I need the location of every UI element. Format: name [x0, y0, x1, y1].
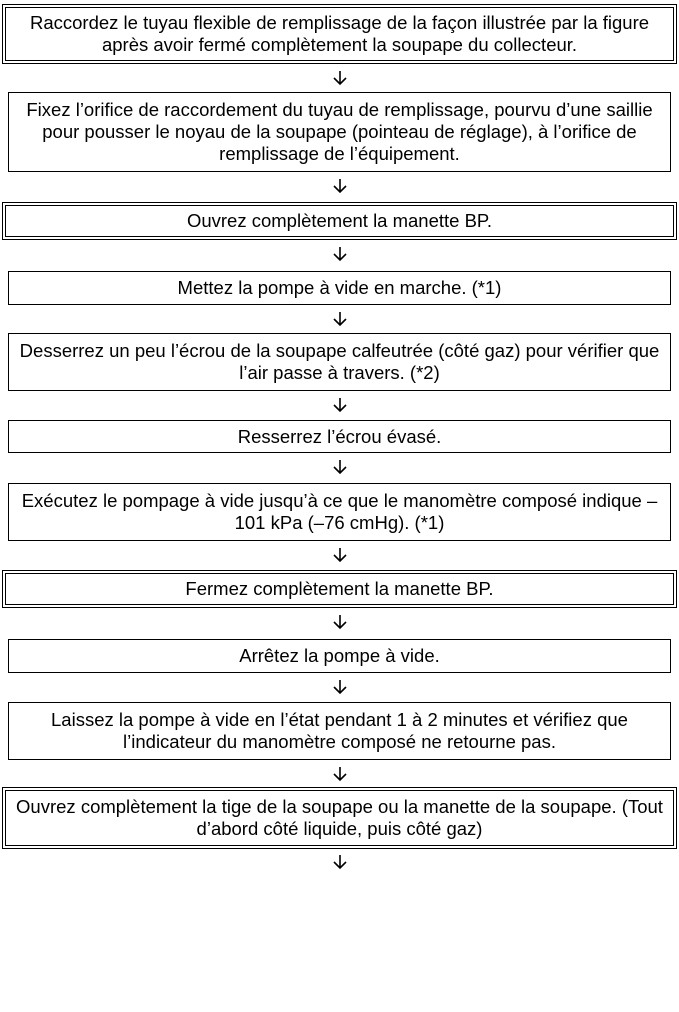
- flow-step-4-text: Mettez la pompe à vide en marche. (*1): [177, 277, 502, 298]
- down-arrow-icon: [0, 763, 679, 785]
- flow-step-2-text: Fixez l’orifice de raccordement du tuyau de remplissage, pourvu d’une saillie pour pousser le noyau de la soupape (pointeau de réglage), à l’orifice de remplissage de l’équipement.: [26, 99, 653, 164]
- flow-step-8-text: Fermez complètement la manette BP.: [185, 578, 494, 599]
- down-arrow-icon: [0, 67, 679, 89]
- down-arrow-icon: [0, 243, 679, 265]
- down-arrow-icon: [0, 611, 679, 633]
- flow-step-5: [8, 333, 671, 391]
- down-arrow-icon: [0, 308, 679, 330]
- down-arrow-icon: [0, 851, 679, 873]
- flow-step-11-text: Ouvrez complètement la tige de la soupape ou la manette de la soupape. (Tout d’abord côté liquide, puis côté gaz): [16, 796, 663, 839]
- flow-step-6-text: Resserrez l’écrou évasé.: [237, 425, 442, 447]
- flow-step-2: [8, 92, 671, 172]
- flow-step-7-text: Exécutez le pompage à vide jusqu’à ce que le manomètre composé indique –101 kPa (–76 cmHg). (*1): [21, 490, 658, 533]
- flow-step-3-text: Ouvrez complètement la manette BP.: [186, 210, 493, 231]
- flow-step-1: [2, 4, 677, 64]
- flow-step-10-text: Laissez la pompe à vide en l’état pendant 1 à 2 minutes et vérifiez que l’indicateur du manomètre composé ne retourne pas.: [51, 709, 628, 752]
- flow-step-9: [8, 639, 671, 673]
- flow-step-5-text: Desserrez un peu l’écrou de la soupape calfeutrée (côté gaz) pour vérifier que l’air passe à travers. (*2): [19, 340, 660, 383]
- down-arrow-icon: [0, 175, 679, 197]
- down-arrow-icon: [0, 456, 679, 478]
- flow-step-9-text: Arrêtez la pompe à vide.: [239, 645, 440, 666]
- down-arrow-icon: [0, 394, 679, 416]
- flow-step-7: [8, 483, 671, 541]
- down-arrow-icon: [0, 676, 679, 698]
- flow-step-8: [2, 570, 677, 608]
- down-arrow-icon: [0, 544, 679, 566]
- flow-step-3: [2, 202, 677, 240]
- flow-step-4: [8, 271, 671, 305]
- flow-step-6: [8, 420, 671, 453]
- flow-step-11: [2, 787, 677, 849]
- flow-step-1-text: Raccordez le tuyau flexible de remplissage de la façon illustrée par la figure après avoir fermé complètement la soupape du collecteur.: [29, 12, 650, 55]
- flow-step-10: [8, 702, 671, 760]
